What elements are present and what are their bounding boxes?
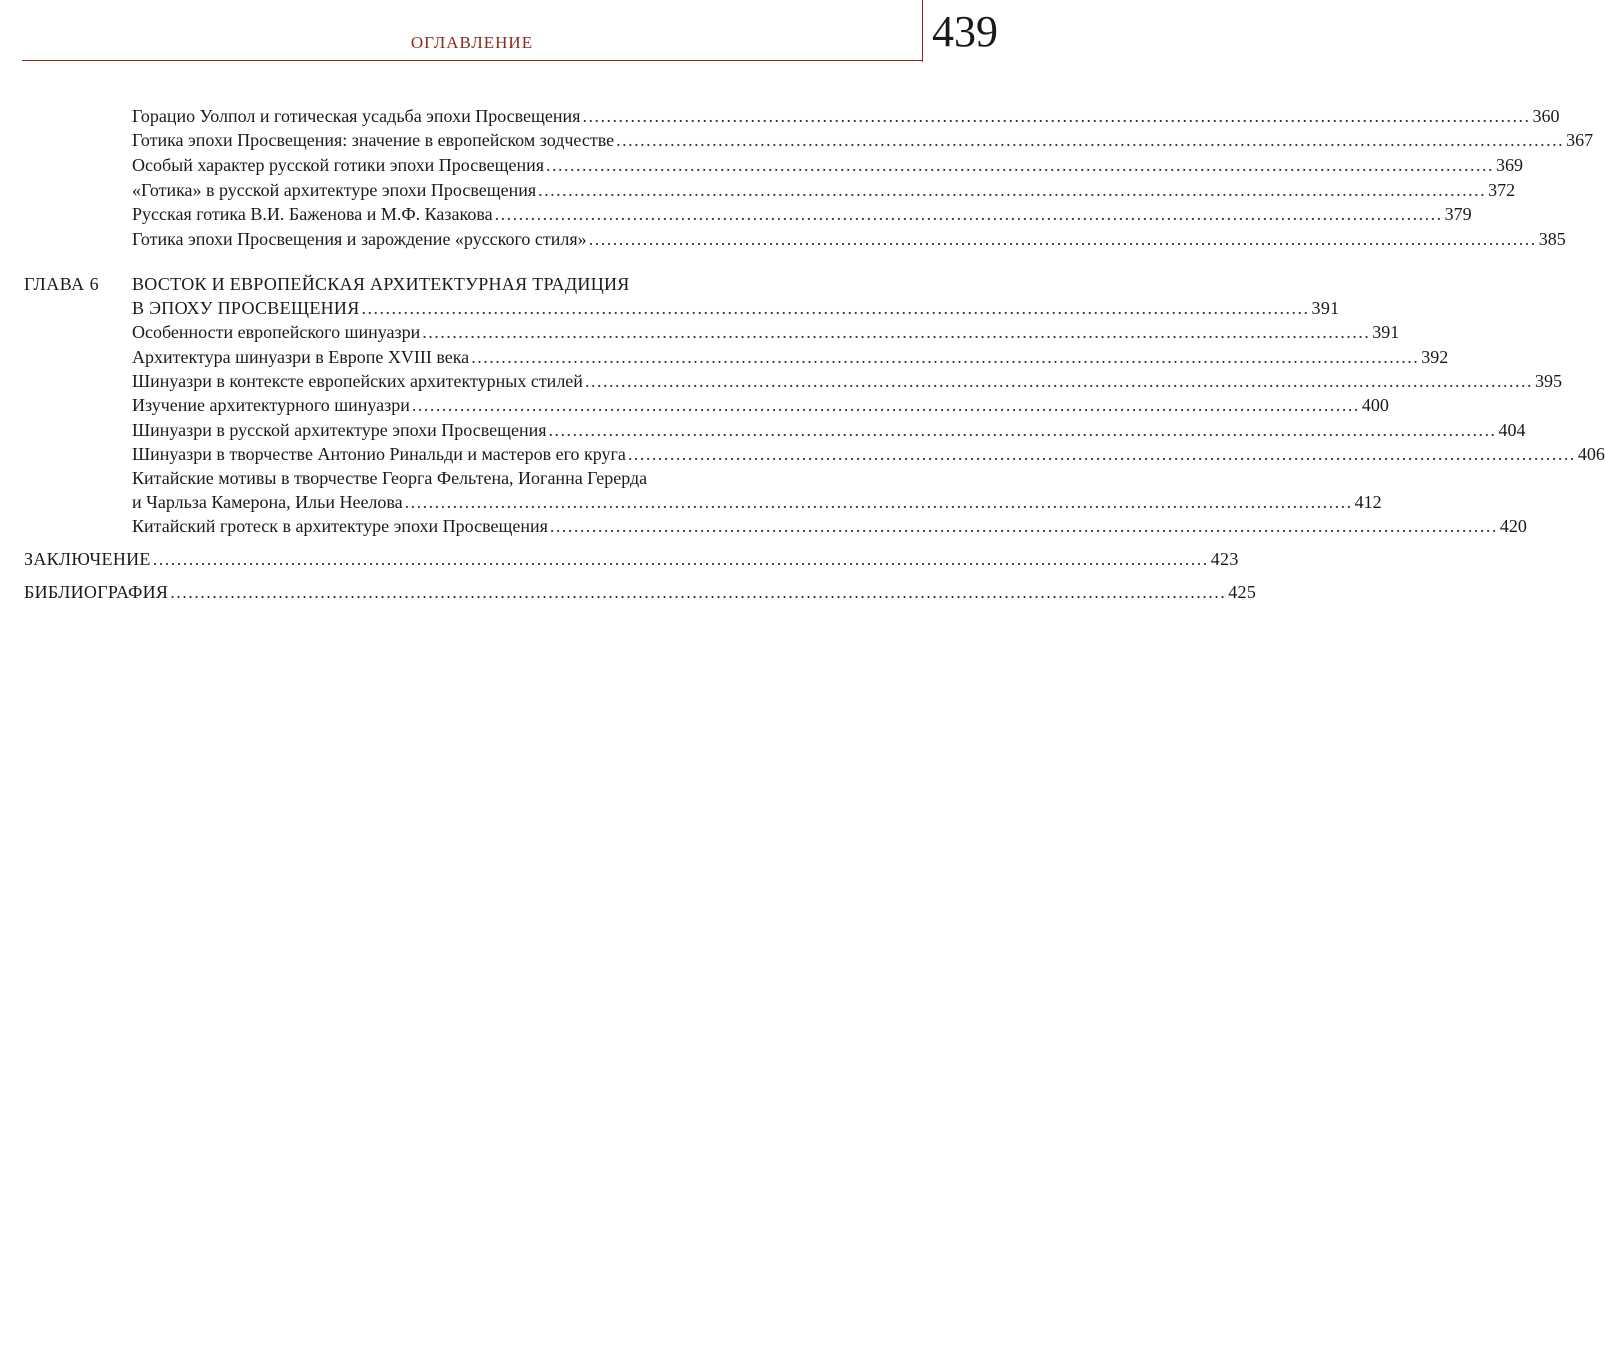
- toc-entry-page: 369: [1496, 155, 1524, 175]
- toc-entry-page: 367: [1566, 130, 1594, 150]
- toc-entry-page: 391: [1311, 298, 1340, 318]
- toc-entry-title: БИБЛИОГРАФИЯ: [24, 582, 169, 602]
- toc-entry-title: Шинуазри в творчестве Антонио Ринальди и мастеров его круга: [132, 444, 626, 464]
- leader-dots: ..............................................................................................................................................................: [538, 180, 1487, 200]
- toc-entry-title: Горацио Уолпол и готическая усадьба эпохи Просвещения: [132, 106, 581, 126]
- toc-entry-page: 406: [1577, 444, 1605, 464]
- leader-dots: ..............................................................................................................................................................: [494, 204, 1443, 224]
- toc-entry: [132, 104, 1560, 128]
- leader-dots: ..............................................................................................................................................................: [588, 229, 1537, 249]
- toc-entry: [132, 345, 1449, 369]
- toc-entry-page: 423: [1210, 549, 1239, 569]
- leader-dots: ..............................................................................................................................................................: [546, 155, 1495, 175]
- toc-entry: [132, 128, 1594, 152]
- toc-entry-title: Шинуазри в русской архитектуре эпохи Просвещения: [132, 420, 547, 440]
- toc-entry: [132, 490, 1382, 514]
- toc-entry-page: 372: [1488, 180, 1516, 200]
- leader-dots: ..............................................................................................................................................................: [584, 371, 1533, 391]
- header-vertical-rule: [922, 0, 923, 62]
- toc-entry-page: 412: [1354, 492, 1382, 512]
- toc-entry-title: Русская готика В.И. Баженова и М.Ф. Казакова: [132, 204, 493, 224]
- running-header: [22, 0, 1000, 62]
- leader-dots: ..............................................................................................................................................................: [471, 347, 1420, 367]
- leader-dots: ..............................................................................................................................................................: [361, 298, 1310, 318]
- toc-entry-conclusion: [24, 547, 1239, 571]
- chapter-title-text: В ЭПОХУ ПРОСВЕЩЕНИЯ: [132, 298, 360, 318]
- toc-entry-title: и Чарльза Камерона, Ильи Неелова: [132, 492, 403, 512]
- toc-entry-page: 395: [1534, 371, 1562, 391]
- leader-dots: ..............................................................................................................................................................: [582, 106, 1531, 126]
- toc-entry: [132, 369, 1562, 393]
- chapter-title-line1: [132, 272, 876, 296]
- chapter-title-text: ВОСТОК И ЕВРОПЕЙСКАЯ АРХИТЕКТУРНАЯ ТРАДИЦИЯ: [132, 274, 630, 294]
- toc-entry: [132, 514, 1527, 538]
- leader-dots: ..............................................................................................................................................................: [616, 130, 1565, 150]
- page-number: 439: [932, 7, 998, 56]
- toc-entry-page: 425: [1228, 582, 1257, 602]
- leader-dots: ..............................................................................................................................................................: [404, 492, 1353, 512]
- toc-entry-page: 420: [1499, 516, 1527, 536]
- leader-dots: ..............................................................................................................................................................: [422, 322, 1371, 342]
- leader-dots: ..............................................................................................................................................................: [411, 395, 1360, 415]
- toc-entry-page: 391: [1372, 322, 1400, 342]
- toc-entry-page: 360: [1532, 106, 1560, 126]
- toc-entry: [132, 178, 1516, 202]
- toc-entry-title: Особенности европейского шинуазри: [132, 322, 421, 342]
- toc-entry-page: 392: [1421, 347, 1449, 367]
- toc-entry-title: Китайский гротеск в архитектуре эпохи Просвещения: [132, 516, 548, 536]
- toc-entry: [132, 393, 1389, 417]
- toc-entry-title: Готика эпохи Просвещения и зарождение «русского стиля»: [132, 229, 587, 249]
- toc-entry-title: ЗАКЛЮЧЕНИЕ: [24, 549, 151, 569]
- toc-entry-line1: [132, 466, 876, 490]
- leader-dots: ..............................................................................................................................................................: [548, 420, 1497, 440]
- toc-entry: [132, 320, 1400, 344]
- toc-entry-bibliography: [24, 580, 1257, 604]
- header-rule: [22, 60, 922, 61]
- leader-dots: ................................................................................................................................................................................: [170, 582, 1227, 602]
- toc-entry-title: Готика эпохи Просвещения: значение в европейском зодчестве: [132, 130, 615, 150]
- toc-entry-page: 400: [1361, 395, 1389, 415]
- toc-entry: [132, 418, 1526, 442]
- toc-entry-page: 379: [1444, 204, 1472, 224]
- chapter-label: ГЛАВА 6: [24, 274, 100, 294]
- toc-entry-title: Китайские мотивы в творчестве Георга Фельтена, Иоганна Герерда: [132, 468, 648, 488]
- toc-entry-title: «Готика» в русской архитектуре эпохи Просвещения: [132, 180, 537, 200]
- chapter-title-line2: [132, 296, 1340, 320]
- toc-entry-title: Шинуазри в контексте европейских архитектурных стилей: [132, 371, 583, 391]
- toc-entry-page: 404: [1498, 420, 1526, 440]
- leader-dots: ..............................................................................................................................................................: [627, 444, 1576, 464]
- toc-entry-title: Архитектура шинуазри в Европе XVIII века: [132, 347, 470, 367]
- section-title: ОГЛАВЛЕНИЕ: [410, 33, 534, 52]
- toc-entry-page: 385: [1538, 229, 1566, 249]
- leader-dots: ................................................................................................................................................................................: [152, 549, 1209, 569]
- leader-dots: ..............................................................................................................................................................: [549, 516, 1498, 536]
- toc-entry: [132, 227, 1566, 251]
- toc-entry-title: Изучение архитектурного шинуазри: [132, 395, 410, 415]
- toc-entry-title: Особый характер русской готики эпохи Просвещения: [132, 155, 545, 175]
- toc-entry: [132, 442, 1605, 466]
- toc-entry: [132, 202, 1472, 226]
- toc-entry: [132, 153, 1524, 177]
